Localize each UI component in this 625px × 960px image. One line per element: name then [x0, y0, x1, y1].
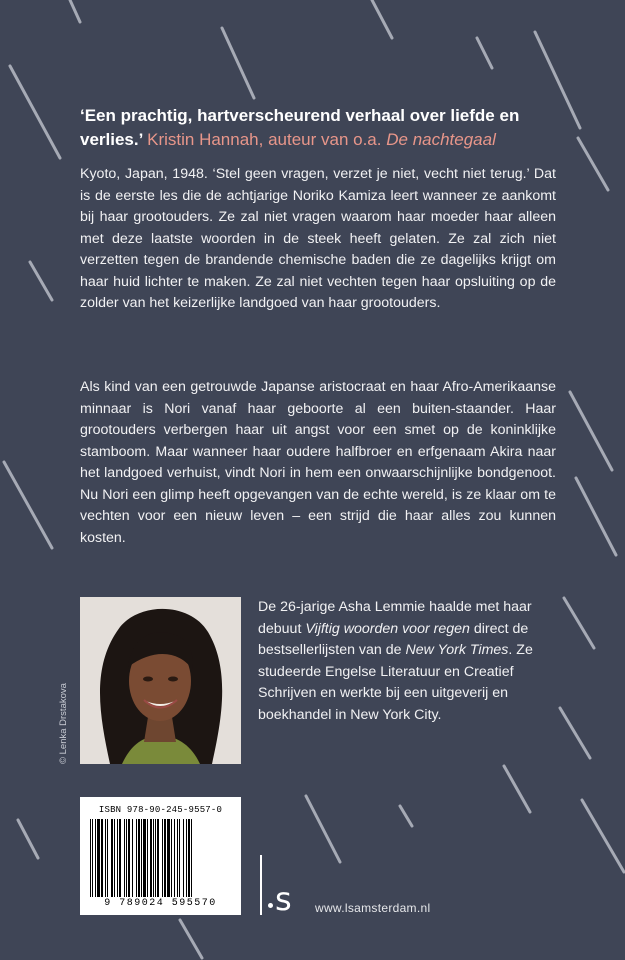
logo-bar: [260, 855, 262, 915]
bio-book-title: Vijftig woorden voor regen: [305, 620, 470, 637]
quote-attribution: Kristin Hannah, auteur van o.a. De nachtegaal: [147, 130, 496, 149]
barcode-block: [80, 797, 241, 915]
barcode-stripe: [138, 819, 140, 897]
barcode-stripe: [153, 819, 154, 897]
barcode-stripe: [141, 819, 142, 897]
author-photo: [80, 597, 241, 764]
barcode-stripe: [191, 819, 192, 897]
barcode-bars: [90, 819, 232, 897]
bio-newspaper: New York Times: [405, 642, 509, 658]
publisher-logo: [258, 855, 308, 917]
barcode-stripe: [90, 819, 91, 897]
barcode-stripe: [171, 819, 172, 897]
barcode-stripe: [132, 819, 133, 897]
barcode-stripe: [136, 819, 137, 897]
isbn-label: ISBN 978-90-245-9557-0: [98, 805, 223, 815]
barcode-stripe: [97, 819, 100, 897]
barcode-stripe: [95, 819, 96, 897]
publisher-url: www.lsamsterdam.nl: [315, 901, 431, 915]
barcode-stripe: [143, 819, 146, 897]
review-quote: [80, 104, 580, 152]
barcode-stripe: [155, 819, 156, 897]
quote-attribution-title: De nachtegaal: [386, 130, 496, 149]
barcode-stripe: [188, 819, 190, 897]
barcode-stripe: [114, 819, 115, 897]
barcode-stripe: [174, 819, 175, 897]
logo-dot: [268, 903, 273, 908]
synopsis-paragraph-2: Als kind van een getrouwde Japanse aristocraat en haar Afro-Amerikaanse minnaar is Nori vanaf haar geboorte al een buiten-staander. Haar grootouders verbergen haar uit angst voor een smet op de koninklijke stamboom. Maar wanneer haar oudere halfbroer en erfgenaam Akira naar het landgoed verhuist, vindt Nori in hem een onwaarschijnlijke bondgenoot. Nu Nori een glimp heeft opgevangen van de echte wereld, is ze klaar om te vechten voor een nieuw leven – een strijd die haar alles zou kunnen kosten.: [80, 379, 556, 546]
barcode-stripe: [128, 819, 130, 897]
barcode-number: 9 789024 595570: [104, 898, 217, 909]
barcode-stripe: [105, 819, 106, 897]
barcode-stripe: [164, 819, 166, 897]
barcode-stripe: [150, 819, 152, 897]
barcode-stripe: [162, 819, 163, 897]
barcode-stripe: [177, 819, 178, 897]
barcode-stripe: [157, 819, 159, 897]
barcode-stripe: [183, 819, 184, 897]
barcode-stripe: [126, 819, 127, 897]
barcode-stripe: [119, 819, 121, 897]
barcode-stripe: [111, 819, 113, 897]
barcode-stripe: [147, 819, 148, 897]
barcode-stripe: [186, 819, 187, 897]
photo-credit: © Lenka Drstakova: [58, 683, 69, 764]
barcode-stripe: [101, 819, 103, 897]
barcode-stripe: [167, 819, 170, 897]
synopsis-paragraph-1: Kyoto, Japan, 1948. ‘Stel geen vragen, verzet je niet, vecht niet terug.’ Dat is de eerste les die de achtjarige Noriko Kamiza leert wanneer ze aankomt bij haar grootouders. Ze zal niet vragen waarom haar moeder haar alleen met deze laatste woorden in de steek heeft gelaten. Ze zal zich niet verzetten tegen de brandende chemische baden die ze dagelijks krijgt om haar huid lichter te maken. Ze zal niet vechten tegen haar opsluiting op de zolder van het keizerlijke landgoed van haar grootouders.: [80, 166, 556, 311]
logo-letter: s: [275, 880, 292, 918]
barcode-stripe: [117, 819, 118, 897]
barcode-stripe: [179, 819, 180, 897]
barcode-stripe: [92, 819, 93, 897]
barcode-stripe: [107, 819, 108, 897]
barcode-stripe: [124, 819, 125, 897]
author-bio: De 26-jarige Asha Lemmie haalde met haar debuut Vijftig woorden voor regen direct de bestsellerlijsten van de New York Times. Ze studeerde Engelse Literatuur en Creatief Schrijven en werkte bij een uitgeverij en boekhandel in New York City.: [258, 599, 533, 723]
author-portrait-illustration: [80, 597, 241, 764]
quote-text: ‘Een prachtig, hartverscheurend verhaal over liefde en verlies.’: [80, 106, 520, 149]
